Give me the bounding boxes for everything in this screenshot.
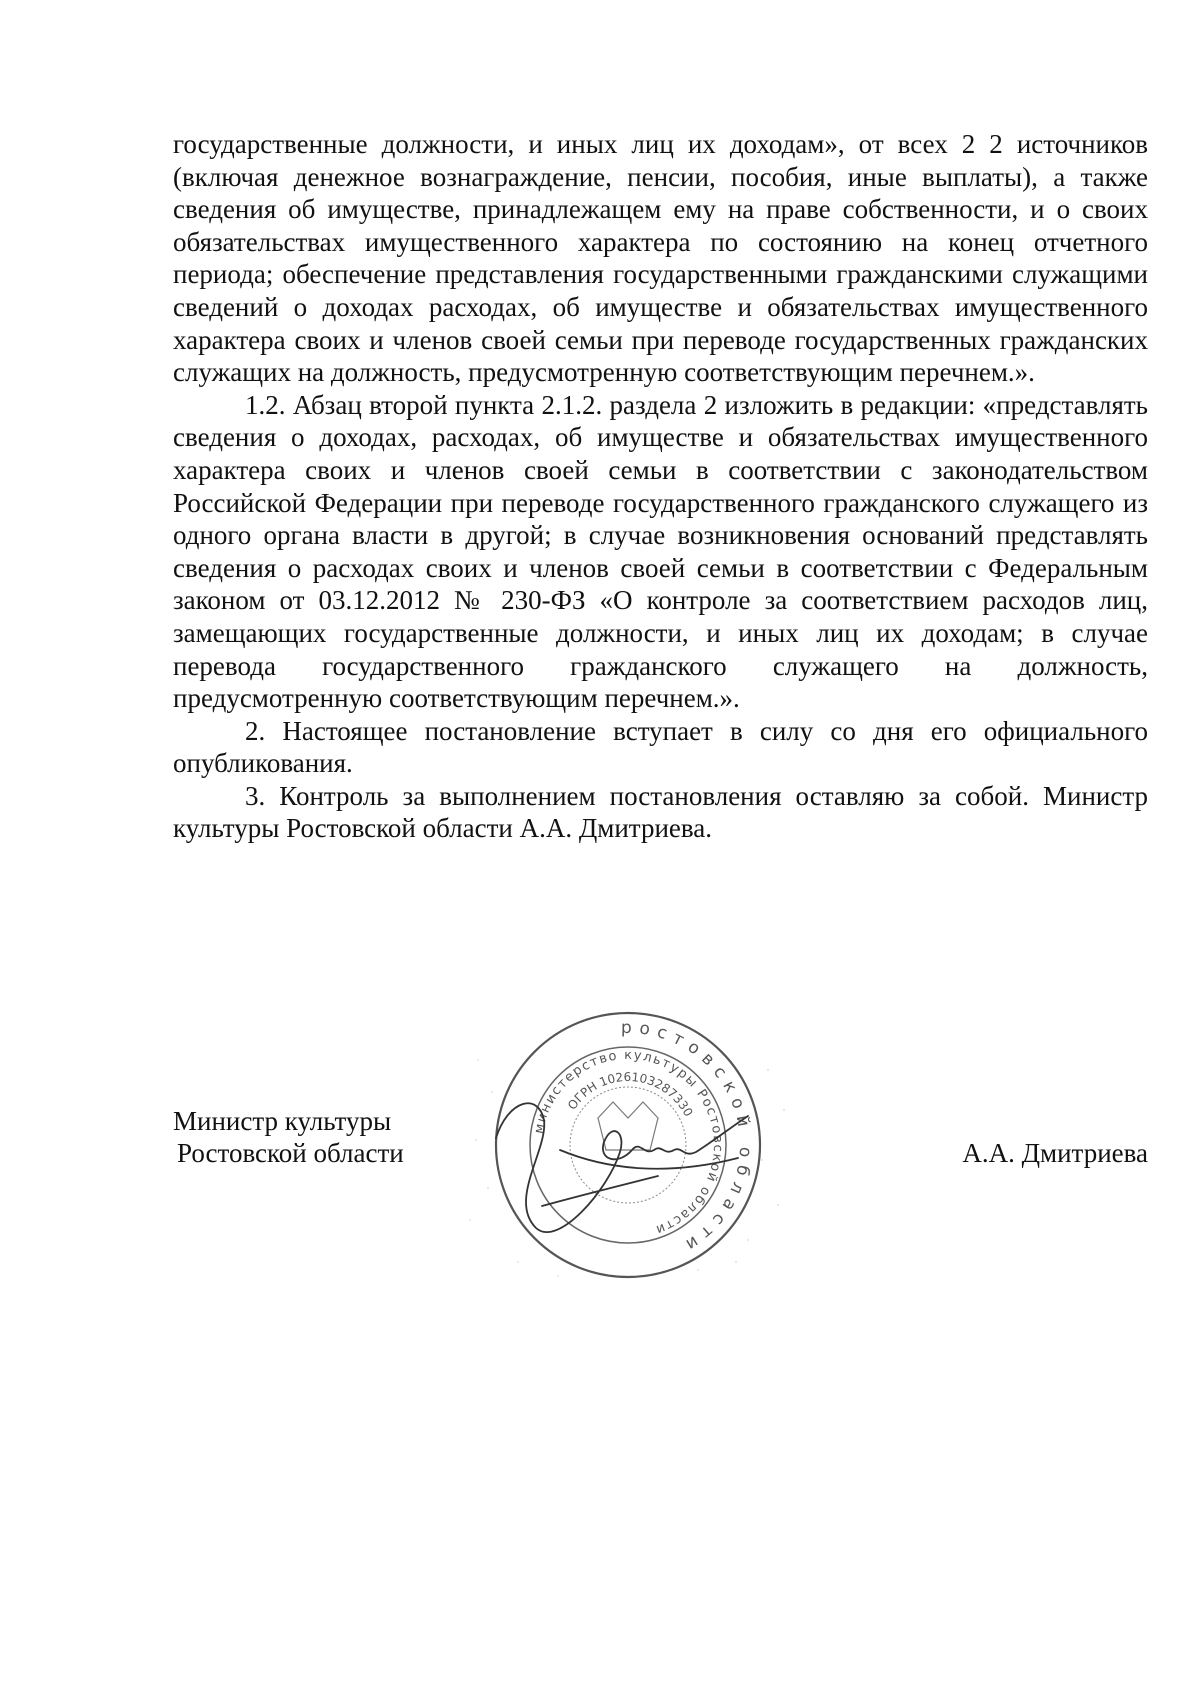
stamp-inner-ring [570, 1087, 686, 1203]
signatory-title [173, 1105, 404, 1169]
stamp-inner-text: министерство культуры Ростовской области [531, 1047, 726, 1238]
document-body [173, 128, 1148, 845]
signatory-name: А.А. Дмитриева [962, 1138, 1148, 1168]
stamp-emblem [598, 1102, 658, 1150]
official-seal [448, 1000, 808, 1290]
stamp-outer-text: ростовской области [620, 1017, 756, 1258]
signatory-title-line1: Министр культуры [173, 1106, 392, 1136]
paragraph-2: 2. Настоящее постановление вступает в силу со дня его официального опубликования. [173, 715, 1148, 779]
paragraph-3: 3. Контроль за выполнением постановления оставляю за собой. Министр культуры Ростовской области А.А. Дмитриева. [173, 780, 1148, 844]
paragraph-continuation: государственные должности, и иных лиц их доходам», от всех 2 2 источников (включая денежное вознаграждение, пенсии, пособия, иные выплаты), а также сведения об имуществе, принадлежащем ему на праве собственности, и о своих обязательствах имущественного характера по состоянию на конец отчетного периода; обеспечение представления государственными гражданскими служащими сведений о доходах расходах, об имуществе и обязательствах имущественного характера своих и членов своей семьи при переводе государственных гражданских служащих на должность, предусмотренную соответствующим перечнем.». [173, 129, 1148, 388]
paragraph-1-2: 1.2. Абзац второй пункта 2.1.2. раздела 2 изложить в редакции: «представлять сведения о доходах, расходах, об имуществе и обязательствах имущественного характера своих и членов своей семьи в соответствии с законодательством Российской Федерации при переводе государственного гражданского служащего из одного органа власти в другой; в случае возникновения оснований представлять сведения о расходах своих и членов своей семьи в соответствии с Федеральным законом от 03.12.2012 № 230-ФЗ «О контроле за соответствием расходов лиц, замещающих государственные должности, и иных лиц их доходам; в случае перевода государственного гражданского служащего на должность, предусмотренную соответствующим перечнем.». [173, 389, 1148, 714]
signatory-title-line2: Ростовской области [177, 1138, 404, 1168]
stamp-ogrn-text: ОГРН 1026103287330 [564, 1069, 696, 1119]
